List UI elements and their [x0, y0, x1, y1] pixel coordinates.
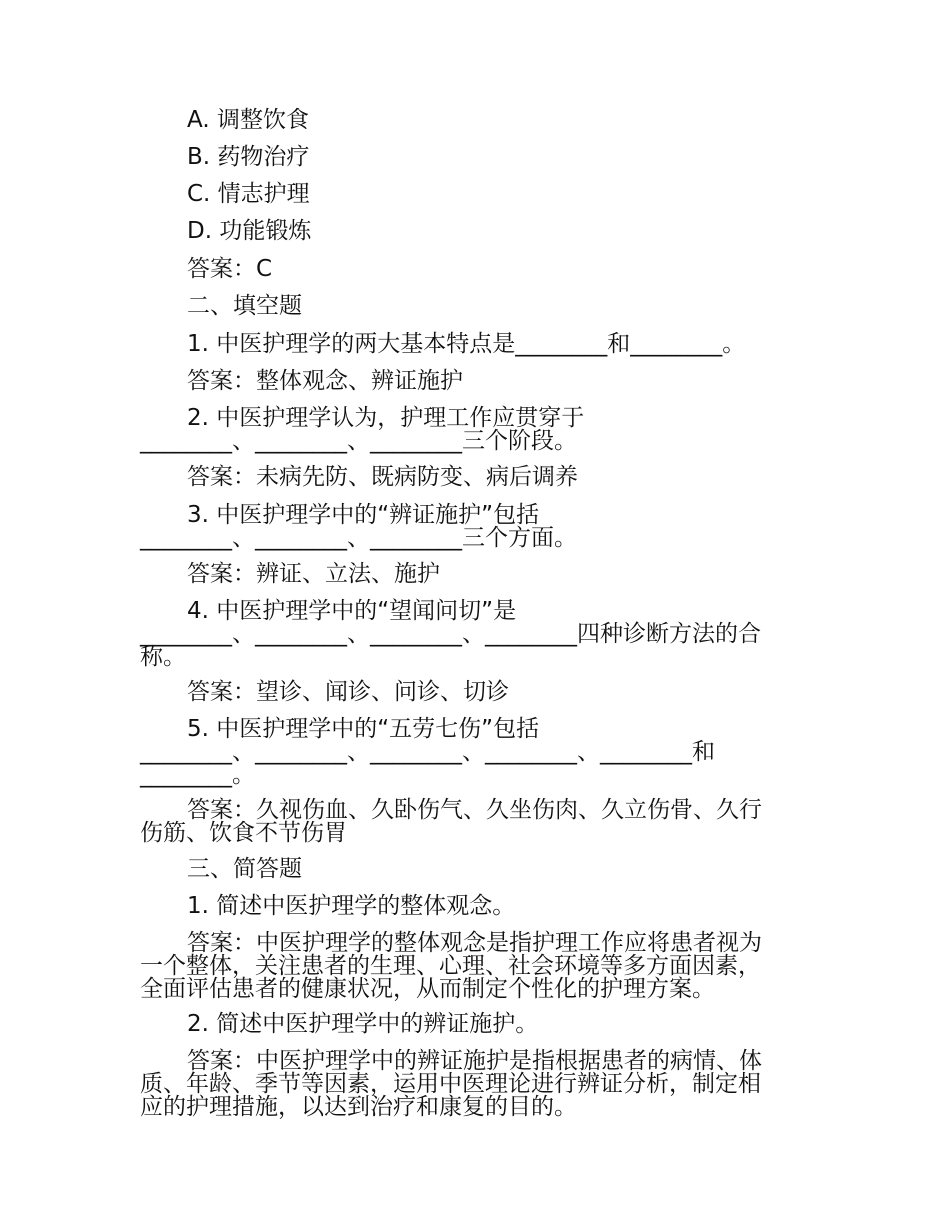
short-q1-answer-line2: 一个整体，关注患者的生理、心理、社会环境等多方面因素， [140, 953, 761, 979]
fill-q4-line1: 4. 中医护理学中的“望闻问切”是 [187, 598, 517, 624]
fill-q2-answer: 答案：未病先防、既病防变、病后调养 [187, 464, 578, 490]
fill-q1-answer: 答案：整体观念、辨证施护 [187, 368, 463, 394]
choice-b: B. 药物治疗 [187, 144, 310, 170]
fill-q4-line2: ________、________、________、________四种诊断方法的合 [140, 621, 761, 647]
fill-blank-heading: 二、填空题 [187, 293, 302, 319]
choice-c: C. 情志护理 [187, 181, 310, 207]
short-q2-answer-line1: 答案：中医护理学中的辨证施护是指根据患者的病情、体 [187, 1048, 762, 1074]
short-q2-answer-line3: 应的护理措施，以达到治疗和康复的目的。 [140, 1094, 577, 1120]
fill-q3-line2: ________、________、________三个方面。 [140, 525, 577, 551]
fill-q5-answer-line1: 答案：久视伤血、久卧伤气、久坐伤肉、久立伤骨、久行 [187, 797, 762, 823]
short-q1-answer-line3: 全面评估患者的健康状况，从而制定个性化的护理方案。 [140, 976, 715, 1002]
fill-q2-line1: 2. 中医护理学认为，护理工作应贯穿于 [187, 405, 585, 431]
choice-a: A. 调整饮食 [187, 107, 309, 133]
fill-q4-answer: 答案：望诊、闻诊、问诊、切诊 [187, 679, 509, 705]
fill-q5-line1: 5. 中医护理学中的“五劳七伤”包括 [187, 716, 540, 742]
fill-q5-line2: ________、________、________、________、________和 [140, 739, 715, 765]
short-q1-answer-line1: 答案：中医护理学的整体观念是指护理工作应将患者视为 [187, 930, 762, 956]
short-q2: 2. 简述中医护理学中的辨证施护。 [187, 1011, 539, 1037]
short-q2-answer-line2: 质、年龄、季节等因素，运用中医理论进行辨证分析，制定相 [140, 1071, 761, 1097]
fill-q3-answer: 答案：辨证、立法、施护 [187, 561, 440, 587]
fill-q2-line2: ________、________、________三个阶段。 [140, 428, 577, 454]
fill-q3-line1: 3. 中医护理学中的“辨证施护”包括 [187, 502, 540, 528]
fill-q1: 1. 中医护理学的两大基本特点是________和________。 [187, 331, 746, 357]
short-answer-heading: 三、简答题 [187, 856, 302, 882]
choice-d: D. 功能锻炼 [187, 218, 312, 244]
short-q1: 1. 简述中医护理学的整体观念。 [187, 893, 516, 919]
fill-q4-line3: 称。 [140, 644, 186, 670]
choice-answer: 答案：C [187, 256, 273, 282]
fill-q5-answer-line2: 伤筋、饮食不节伤胃 [140, 820, 347, 846]
fill-q5-line3: ________。 [140, 762, 255, 788]
